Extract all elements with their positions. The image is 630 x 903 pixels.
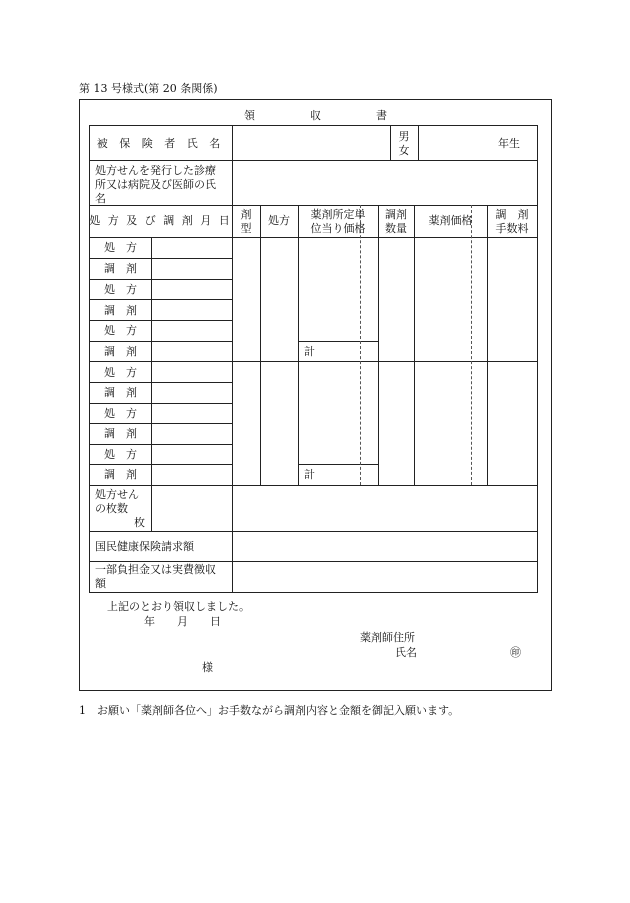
- sheet-count-unit: 枚: [134, 516, 145, 529]
- header-prescription: 処方: [268, 214, 290, 227]
- pharmacist-name-label: 氏名: [395, 646, 417, 659]
- form-title: 領 収 書: [244, 109, 387, 122]
- receipt-date: 年 月 日: [144, 615, 221, 628]
- copay-label-1: 一部負担金又は実費徴収: [95, 563, 216, 576]
- honorific-label: 様: [202, 661, 213, 674]
- header-dosage-form-1: 剤: [240, 208, 252, 221]
- subtotal-label-2: 計: [304, 468, 315, 481]
- header-unit-price-1: 薬剤所定単: [310, 208, 366, 221]
- entry-label: 調 剤: [104, 427, 137, 440]
- gender-female-label: 女: [398, 144, 410, 157]
- birth-year-suffix: 年生: [498, 137, 520, 150]
- entry-label: 調 剤: [104, 345, 137, 358]
- footnote: 1 お願い「薬剤師各位へ」お手数ながら調剤内容と金額を御記入願います。: [79, 704, 460, 717]
- header-fee-1: 調 剤: [495, 208, 529, 221]
- entry-label: 調 剤: [104, 262, 137, 275]
- entry-label: 調 剤: [104, 468, 137, 481]
- header-date: 処 方 及 び 調 剤 月 日: [89, 214, 232, 227]
- entry-label: 調 剤: [104, 386, 137, 399]
- copay-label-2: 額: [95, 577, 106, 590]
- issuer-label-line1: 処方せんを発行した診療: [95, 164, 216, 177]
- subtotal-label-1: 計: [304, 345, 315, 358]
- header-dosage-form-2: 型: [240, 222, 252, 235]
- header-qty-2: 数量: [385, 222, 407, 235]
- sheet-count-label-1: 処方せん: [95, 488, 139, 501]
- insured-name-label: 被 保 険 者 氏 名: [96, 137, 225, 150]
- entry-label: 処 方: [104, 283, 137, 296]
- entry-label: 処 方: [104, 407, 137, 420]
- entry-label: 処 方: [104, 324, 137, 337]
- issuer-label-line3: 名: [95, 192, 106, 205]
- header-unit-price-2: 位当り価格: [310, 222, 366, 235]
- pharmacist-address-label: 薬剤師住所: [360, 631, 415, 644]
- issuer-label-line2: 所又は病院及び医師の氏: [95, 178, 216, 191]
- entry-label: 調 剤: [104, 304, 137, 317]
- nhi-claim-label: 国民健康保険請求額: [95, 540, 194, 553]
- gender-male-label: 男: [398, 130, 410, 143]
- header-qty-1: 調剤: [385, 208, 407, 221]
- seal-mark: ㊞: [510, 646, 521, 659]
- sheet-count-label-2: の枚数: [95, 502, 128, 515]
- entry-label: 処 方: [104, 241, 137, 254]
- entry-label: 処 方: [104, 448, 137, 461]
- entry-label: 処 方: [104, 366, 137, 379]
- header-fee-2: 手数料: [495, 222, 529, 235]
- form-number: 第 13 号様式(第 20 条関係): [79, 82, 218, 95]
- header-drug-price: 薬剤価格: [428, 214, 473, 227]
- received-statement: 上記のとおり領収しました。: [107, 600, 250, 613]
